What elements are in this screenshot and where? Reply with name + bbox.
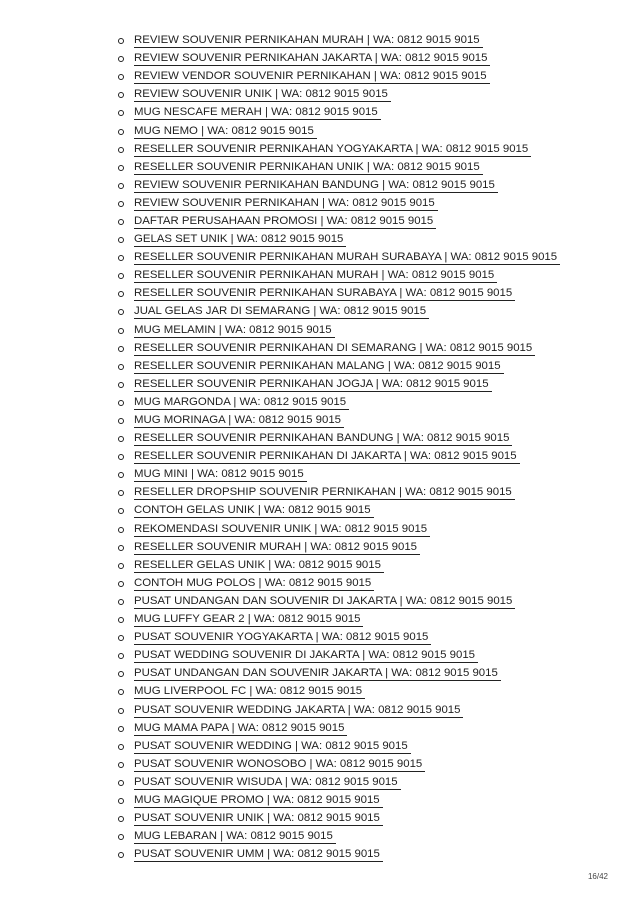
list-link[interactable]: REVIEW SOUVENIR PERNIKAHAN | WA: 0812 9015 9015 bbox=[134, 197, 438, 211]
list-link[interactable]: RESELLER SOUVENIR PERNIKAHAN BANDUNG | WA: 0812 9015 9015 bbox=[134, 432, 512, 446]
bullet-circle-icon bbox=[118, 38, 124, 44]
list-link[interactable]: PUSAT SOUVENIR WEDDING JAKARTA | WA: 0812 9015 9015 bbox=[134, 704, 463, 718]
list-item bbox=[118, 792, 560, 810]
bullet-circle-icon bbox=[118, 726, 124, 732]
list-item bbox=[118, 122, 560, 140]
bullet-circle-icon bbox=[118, 653, 124, 659]
bullet-circle-icon bbox=[118, 816, 124, 822]
list-link[interactable]: PUSAT SOUVENIR WISUDA | WA: 0812 9015 9015 bbox=[134, 776, 401, 790]
bullet-circle-icon bbox=[118, 581, 124, 587]
list-item bbox=[118, 376, 560, 394]
list-item bbox=[118, 394, 560, 412]
list-link[interactable]: MUG MELAMIN | WA: 0812 9015 9015 bbox=[134, 324, 335, 338]
list-item bbox=[118, 448, 560, 466]
bullet-circle-icon bbox=[118, 834, 124, 840]
bullet-circle-icon bbox=[118, 527, 124, 533]
bullet-circle-icon bbox=[118, 798, 124, 804]
list-item bbox=[118, 195, 560, 213]
list-item bbox=[118, 249, 560, 267]
list-link[interactable]: PUSAT WEDDING SOUVENIR DI JAKARTA | WA: 0812 9015 9015 bbox=[134, 649, 478, 663]
list-link[interactable]: MUG MAGIQUE PROMO | WA: 0812 9015 9015 bbox=[134, 794, 383, 808]
bullet-circle-icon bbox=[118, 436, 124, 442]
list-link[interactable]: MUG NEMO | WA: 0812 9015 9015 bbox=[134, 125, 317, 139]
list-item bbox=[118, 86, 560, 104]
list-item bbox=[118, 774, 560, 792]
list-link[interactable]: PUSAT SOUVENIR WONOSOBO | WA: 0812 9015 9015 bbox=[134, 758, 425, 772]
list-link[interactable]: MUG MINI | WA: 0812 9015 9015 bbox=[134, 468, 307, 482]
bullet-circle-icon bbox=[118, 147, 124, 153]
bullet-circle-icon bbox=[118, 762, 124, 768]
page-number: 16/42 bbox=[587, 872, 608, 881]
list-link[interactable]: MUG LIVERPOOL FC | WA: 0812 9015 9015 bbox=[134, 685, 365, 699]
bullet-circle-icon bbox=[118, 56, 124, 62]
list-item bbox=[118, 213, 560, 231]
list-item bbox=[118, 683, 560, 701]
list-item bbox=[118, 358, 560, 376]
list-item bbox=[118, 412, 560, 430]
list-link[interactable]: MUG MAMA PAPA | WA: 0812 9015 9015 bbox=[134, 722, 347, 736]
bullet-circle-icon bbox=[118, 346, 124, 352]
bullet-circle-icon bbox=[118, 418, 124, 424]
list-link[interactable]: RESELLER SOUVENIR PERNIKAHAN SURABAYA | WA: 0812 9015 9015 bbox=[134, 287, 515, 301]
bullet-circle-icon bbox=[118, 671, 124, 677]
bullet-circle-icon bbox=[118, 110, 124, 116]
bullet-circle-icon bbox=[118, 472, 124, 478]
bullet-circle-icon bbox=[118, 508, 124, 514]
bullet-circle-icon bbox=[118, 708, 124, 714]
list-item bbox=[118, 104, 560, 122]
list-item bbox=[118, 340, 560, 358]
list-link[interactable]: RESELLER SOUVENIR PERNIKAHAN DI JAKARTA | WA: 0812 9015 9015 bbox=[134, 450, 520, 464]
list-item bbox=[118, 557, 560, 575]
list-link[interactable]: REVIEW SOUVENIR PERNIKAHAN BANDUNG | WA: 0812 9015 9015 bbox=[134, 179, 498, 193]
list-link[interactable]: RESELLER GELAS UNIK | WA: 0812 9015 9015 bbox=[134, 559, 384, 573]
list-link[interactable]: MUG MARGONDA | WA: 0812 9015 9015 bbox=[134, 396, 349, 410]
list-link[interactable]: REVIEW VENDOR SOUVENIR PERNIKAHAN | WA: 0812 9015 9015 bbox=[134, 70, 490, 84]
list-link[interactable]: RESELLER SOUVENIR PERNIKAHAN YOGYAKARTA | WA: 0812 9015 9015 bbox=[134, 143, 531, 157]
bullet-circle-icon bbox=[118, 689, 124, 695]
list-item bbox=[118, 665, 560, 683]
list-link[interactable]: RESELLER SOUVENIR MURAH | WA: 0812 9015 9015 bbox=[134, 541, 420, 555]
list-item bbox=[118, 575, 560, 593]
bullet-circle-icon bbox=[118, 599, 124, 605]
list-item bbox=[118, 828, 560, 846]
list-item bbox=[118, 846, 560, 864]
list-item bbox=[118, 756, 560, 774]
list-item bbox=[118, 810, 560, 828]
list-item bbox=[118, 159, 560, 177]
list-item bbox=[118, 285, 560, 303]
list-link[interactable]: RESELLER SOUVENIR PERNIKAHAN DI SEMARANG | WA: 0812 9015 9015 bbox=[134, 342, 535, 356]
link-list bbox=[118, 32, 560, 864]
list-link[interactable]: REVIEW SOUVENIR PERNIKAHAN MURAH | WA: 0812 9015 9015 bbox=[134, 34, 483, 48]
bullet-circle-icon bbox=[118, 237, 124, 243]
bullet-circle-icon bbox=[118, 744, 124, 750]
list-link[interactable]: MUG NESCAFE MERAH | WA: 0812 9015 9015 bbox=[134, 106, 381, 120]
bullet-circle-icon bbox=[118, 255, 124, 261]
list-link[interactable]: RESELLER SOUVENIR PERNIKAHAN MURAH SURABAYA | WA: 0812 9015 9015 bbox=[134, 251, 560, 265]
list-link[interactable]: PUSAT SOUVENIR YOGYAKARTA | WA: 0812 9015 9015 bbox=[134, 631, 431, 645]
bullet-circle-icon bbox=[118, 183, 124, 189]
list-item bbox=[118, 141, 560, 159]
list-item bbox=[118, 521, 560, 539]
bullet-circle-icon bbox=[118, 454, 124, 460]
bullet-circle-icon bbox=[118, 165, 124, 171]
list-link[interactable]: PUSAT SOUVENIR UMM | WA: 0812 9015 9015 bbox=[134, 848, 383, 862]
list-item bbox=[118, 484, 560, 502]
bullet-circle-icon bbox=[118, 780, 124, 786]
list-item bbox=[118, 647, 560, 665]
list-item bbox=[118, 231, 560, 249]
bullet-circle-icon bbox=[118, 617, 124, 623]
list-item bbox=[118, 303, 560, 321]
bullet-circle-icon bbox=[118, 92, 124, 98]
bullet-circle-icon bbox=[118, 219, 124, 225]
list-link[interactable]: RESELLER SOUVENIR PERNIKAHAN UNIK | WA: 0812 9015 9015 bbox=[134, 161, 483, 175]
list-item bbox=[118, 611, 560, 629]
list-item bbox=[118, 466, 560, 484]
list-link[interactable]: PUSAT UNDANGAN DAN SOUVENIR JAKARTA | WA: 0812 9015 9015 bbox=[134, 667, 501, 681]
list-item bbox=[118, 502, 560, 520]
bullet-circle-icon bbox=[118, 545, 124, 551]
list-link[interactable]: JUAL GELAS JAR DI SEMARANG | WA: 0812 9015 9015 bbox=[134, 305, 429, 319]
list-item bbox=[118, 720, 560, 738]
list-item bbox=[118, 629, 560, 647]
bullet-circle-icon bbox=[118, 201, 124, 207]
bullet-circle-icon bbox=[118, 490, 124, 496]
bullet-circle-icon bbox=[118, 309, 124, 315]
list-link[interactable]: PUSAT UNDANGAN DAN SOUVENIR DI JAKARTA | WA: 0812 9015 9015 bbox=[134, 595, 515, 609]
list-item bbox=[118, 50, 560, 68]
list-item bbox=[118, 738, 560, 756]
list-link[interactable]: RESELLER SOUVENIR PERNIKAHAN JOGJA | WA: 0812 9015 9015 bbox=[134, 378, 492, 392]
list-item bbox=[118, 701, 560, 719]
bullet-circle-icon bbox=[118, 129, 124, 135]
bullet-circle-icon bbox=[118, 364, 124, 370]
bullet-circle-icon bbox=[118, 382, 124, 388]
bullet-circle-icon bbox=[118, 328, 124, 334]
bullet-circle-icon bbox=[118, 273, 124, 279]
list-link[interactable]: MUG LEBARAN | WA: 0812 9015 9015 bbox=[134, 830, 336, 844]
list-link[interactable]: MUG MORINAGA | WA: 0812 9015 9015 bbox=[134, 414, 344, 428]
list-item bbox=[118, 322, 560, 340]
list-link[interactable]: PUSAT SOUVENIR WEDDING | WA: 0812 9015 9015 bbox=[134, 740, 411, 754]
list-link[interactable]: RESELLER SOUVENIR PERNIKAHAN MURAH | WA: 0812 9015 9015 bbox=[134, 269, 497, 283]
list-link[interactable]: PUSAT SOUVENIR UNIK | WA: 0812 9015 9015 bbox=[134, 812, 383, 826]
bullet-circle-icon bbox=[118, 291, 124, 297]
list-link[interactable]: CONTOH GELAS UNIK | WA: 0812 9015 9015 bbox=[134, 504, 374, 518]
list-item bbox=[118, 267, 560, 285]
list-link[interactable]: DAFTAR PERUSAHAAN PROMOSI | WA: 0812 9015 9015 bbox=[134, 215, 436, 229]
list-link[interactable]: CONTOH MUG POLOS | WA: 0812 9015 9015 bbox=[134, 577, 374, 591]
list-link[interactable]: REKOMENDASI SOUVENIR UNIK | WA: 0812 9015 9015 bbox=[134, 523, 430, 537]
list-item bbox=[118, 430, 560, 448]
list-item bbox=[118, 539, 560, 557]
list-link[interactable]: RESELLER SOUVENIR PERNIKAHAN MALANG | WA: 0812 9015 9015 bbox=[134, 360, 504, 374]
list-item bbox=[118, 32, 560, 50]
bullet-circle-icon bbox=[118, 400, 124, 406]
list-link[interactable]: GELAS SET UNIK | WA: 0812 9015 9015 bbox=[134, 233, 346, 247]
bullet-circle-icon bbox=[118, 852, 124, 858]
list-item bbox=[118, 593, 560, 611]
list-item bbox=[118, 177, 560, 195]
list-item bbox=[118, 68, 560, 86]
list-link[interactable]: MUG LUFFY GEAR 2 | WA: 0812 9015 9015 bbox=[134, 613, 363, 627]
bullet-circle-icon bbox=[118, 635, 124, 641]
bullet-circle-icon bbox=[118, 563, 124, 569]
list-link[interactable]: RESELLER DROPSHIP SOUVENIR PERNIKAHAN | WA: 0812 9015 9015 bbox=[134, 486, 515, 500]
list-link[interactable]: REVIEW SOUVENIR PERNIKAHAN JAKARTA | WA: 0812 9015 9015 bbox=[134, 52, 490, 66]
list-link[interactable]: REVIEW SOUVENIR UNIK | WA: 0812 9015 9015 bbox=[134, 88, 391, 102]
bullet-circle-icon bbox=[118, 74, 124, 80]
